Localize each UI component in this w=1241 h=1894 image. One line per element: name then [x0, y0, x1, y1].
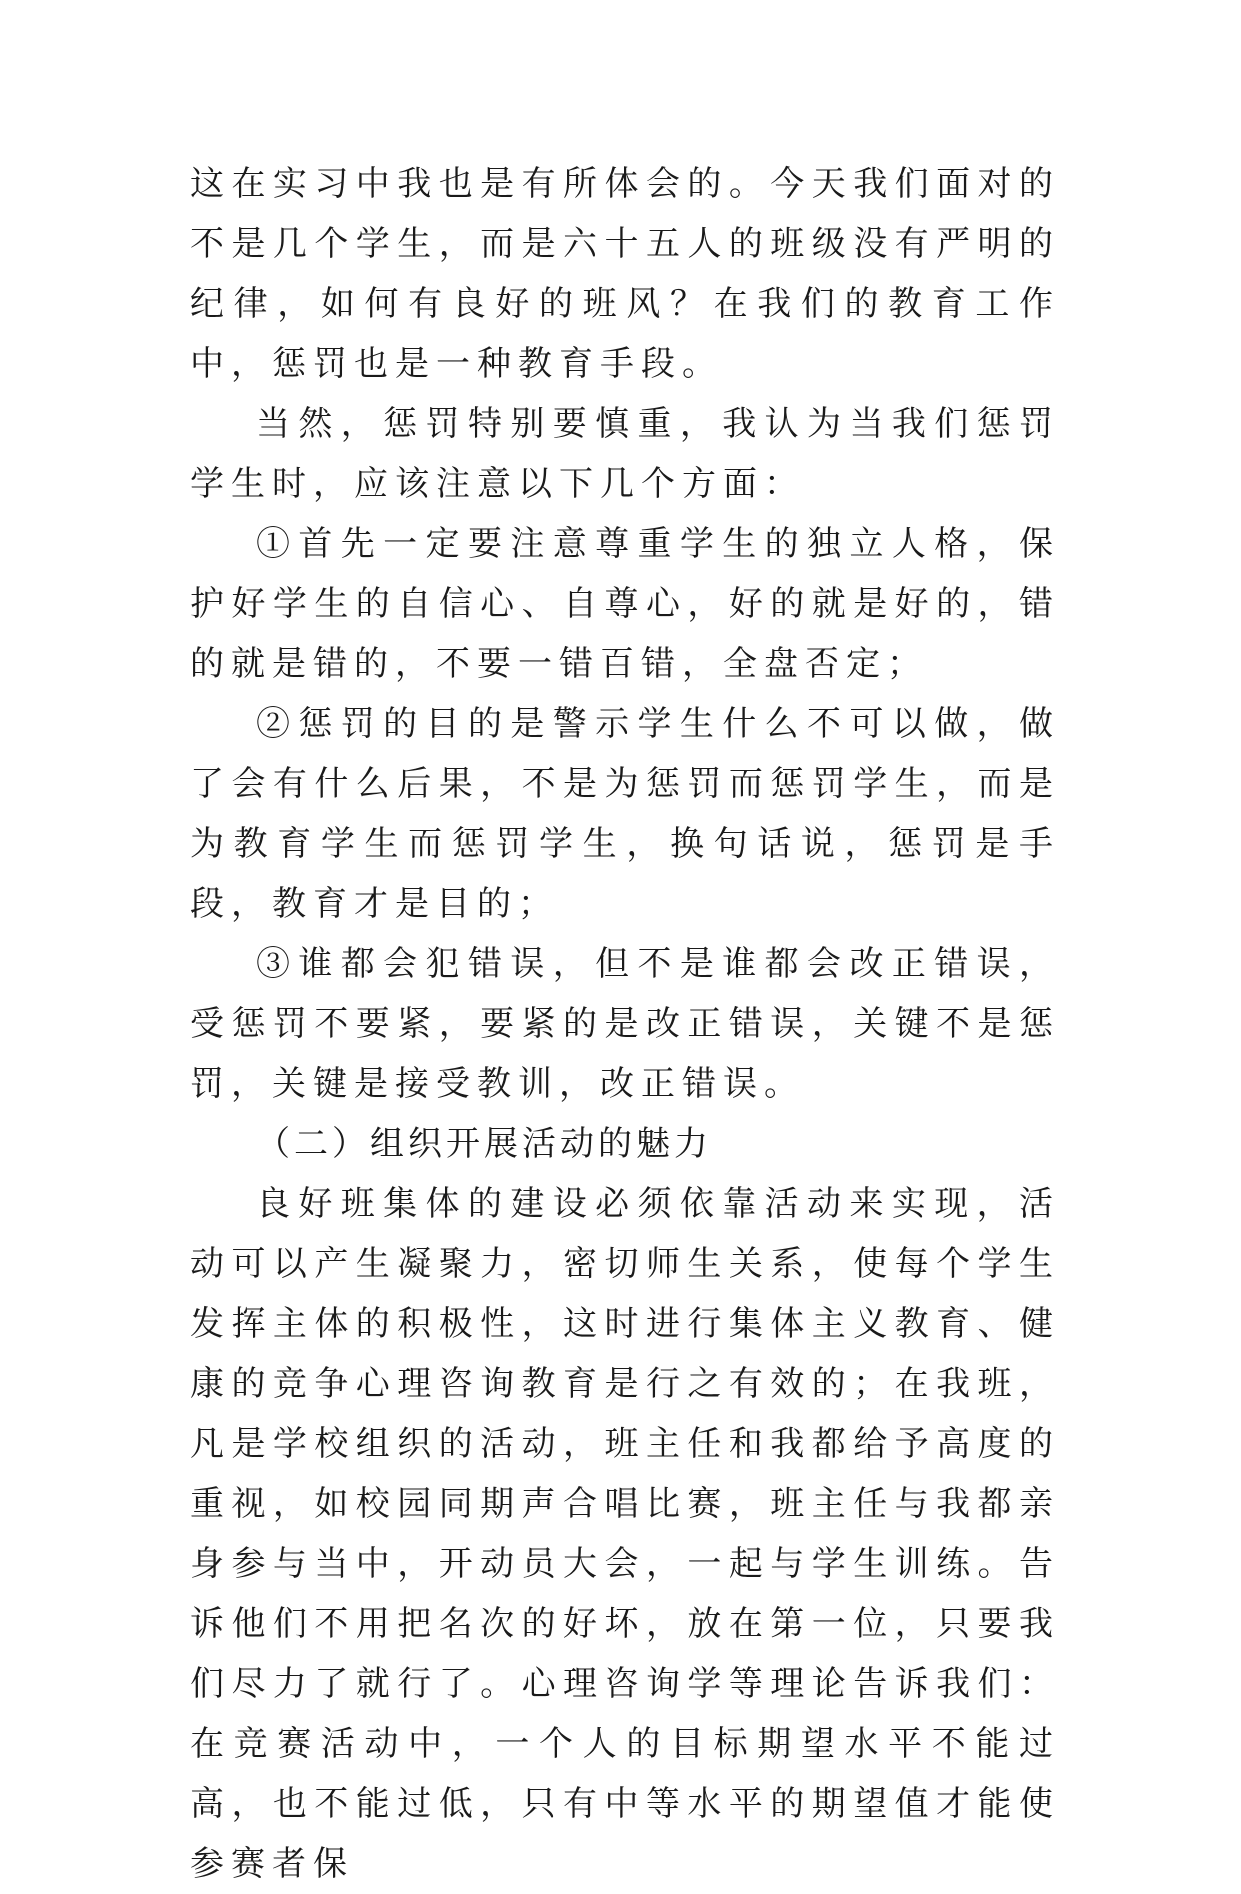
list-item-2: ②惩罚的目的是警示学生什么不可以做，做了会有什么后果，不是为惩罚而惩罚学生，而是为教育学生而惩罚学生，换句话说，惩罚是手段，教育才是目的； [190, 704, 1060, 924]
paragraph-continuation: 这在实习中我也是有所体会的。今天我们面对的不是几个学生，而是六十五人的班级没有严明的纪律，如何有良好的班风？在我们的教育工作中，惩罚也是一种教育手段。 [190, 164, 1060, 384]
list-item-1: ①首先一定要注意尊重学生的独立人格，保护好学生的自信心、自尊心，好的就是好的，错的就是错的，不要一错百错，全盘否定； [190, 524, 1060, 684]
section-heading: （二）组织开展活动的魅力 [256, 1124, 712, 1164]
paragraph-activities: 良好班集体的建设必须依靠活动来实现，活动可以产生凝聚力，密切师生关系，使每个学生发挥主体的积极性，这时进行集体主义教育、健康的竞争心理咨询教育是行之有效的；在我班，凡是学校组织的活动，班主任和我都给予高度的重视，如校园同期声合唱比赛，班主任与我都亲身参与当中，开动员大会，一起与学生训练。告诉他们不用把名次的好坏，放在第一位，只要我们尽力了就行了。心理咨询学等理论告诉我们：在竞赛活动中，一个人的目标期望水平不能过高，也不能过低，只有中等水平的期望值才能使参赛者保 [190, 1184, 1060, 1884]
body-text [190, 154, 1060, 1894]
paragraph-punishment-intro: 当然，惩罚特别要慎重，我认为当我们惩罚学生时，应该注意以下几个方面： [190, 404, 1060, 504]
list-item-3: ③谁都会犯错误，但不是谁都会改正错误，受惩罚不要紧，要紧的是改正错误，关键不是惩罚，关键是接受教训，改正错误。 [190, 944, 1060, 1104]
